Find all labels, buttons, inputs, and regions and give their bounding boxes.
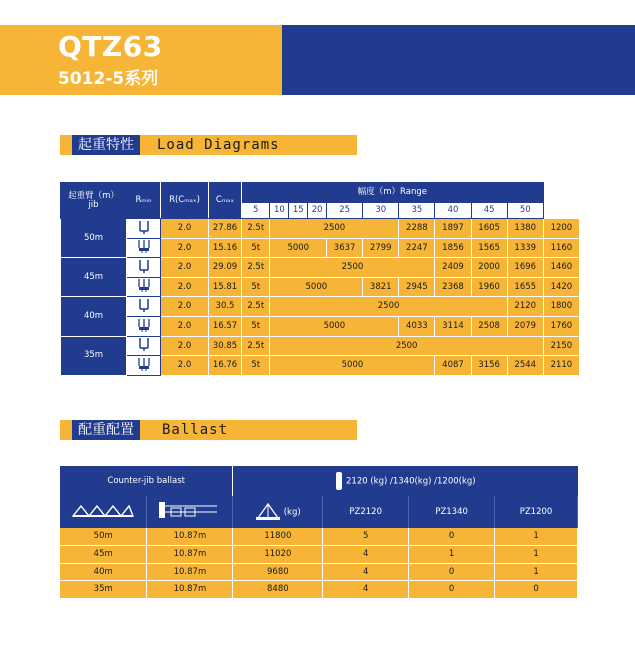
load-value: 2409 — [435, 258, 471, 278]
range-15: 15 — [289, 203, 308, 219]
span-load: 2500 — [270, 336, 543, 356]
hook-icon-cell — [127, 258, 161, 278]
load-row — [61, 258, 580, 278]
load-value: 1460 — [543, 258, 579, 278]
load-value: 1800 — [543, 297, 579, 317]
load-value: 1655 — [507, 277, 543, 297]
load-value: 2544 — [507, 356, 543, 376]
range-20: 20 — [308, 203, 327, 219]
ballast-row — [60, 563, 578, 581]
span-load: 2500 — [270, 297, 507, 317]
load-value: 3637 — [327, 238, 363, 258]
rcmax-value: 16.76 — [209, 356, 242, 376]
single-hook-icon — [137, 298, 151, 313]
rcmax-value: 30.85 — [209, 336, 242, 356]
span-load: 5000 — [270, 316, 399, 336]
rcmax-value: 27.86 — [209, 219, 242, 239]
load-row — [61, 297, 580, 317]
load-value: 1856 — [435, 238, 471, 258]
load-row — [61, 277, 580, 297]
ballast-c: 1 — [495, 546, 578, 564]
ballast-jib: 45m — [60, 546, 147, 564]
load-value: 1380 — [507, 219, 543, 239]
load-value: 1565 — [471, 238, 507, 258]
load-value: 2120 — [507, 297, 543, 317]
range-45: 45 — [471, 203, 507, 219]
load-section-title-en: Load Diagrams — [157, 137, 280, 153]
load-value: 1200 — [543, 219, 579, 239]
ballast-kg: 11800 — [233, 528, 323, 546]
load-value: 2110 — [543, 356, 579, 376]
double-hook-icon — [137, 357, 151, 372]
range-10: 10 — [270, 203, 289, 219]
rmin-value: 2.0 — [161, 316, 209, 336]
single-hook-icon — [137, 220, 151, 235]
jib-truss-icon-cell — [60, 496, 147, 528]
cmax-header: Cₘₐₓ — [209, 183, 242, 219]
hook-icon-cell — [127, 277, 161, 297]
ballast-a: 4 — [323, 563, 409, 581]
load-row — [61, 356, 580, 376]
load-value: 1339 — [507, 238, 543, 258]
hook-icon-cell — [127, 238, 161, 258]
ballast-a: 4 — [323, 546, 409, 564]
ballast-jib: 50m — [60, 528, 147, 546]
hook-icon-cell — [127, 297, 161, 317]
load-value: 3156 — [471, 356, 507, 376]
load-row — [61, 336, 580, 356]
load-value: 1420 — [543, 277, 579, 297]
ballast-a: 5 — [323, 528, 409, 546]
rmin-value: 2.0 — [161, 238, 209, 258]
ballast-kg: 8480 — [233, 581, 323, 599]
ballast-b: 0 — [409, 581, 495, 599]
ballast-row — [60, 581, 578, 599]
ballast-a: 4 — [323, 581, 409, 599]
ballast-section-bar — [60, 420, 357, 440]
rmin-header: Rₘᵢₙ — [127, 183, 161, 219]
ballast-kg: 11020 — [233, 546, 323, 564]
range-25: 25 — [327, 203, 363, 219]
double-hook-icon — [137, 239, 151, 254]
kg-header: (kg) — [233, 496, 323, 528]
ballast-b: 0 — [409, 528, 495, 546]
ballast-table — [60, 466, 578, 599]
ballast-jib: 40m — [60, 563, 147, 581]
cmax-value: 2.5t — [242, 336, 270, 356]
ballast-c: 1 — [495, 528, 578, 546]
load-value: 2150 — [543, 336, 579, 356]
ballast-b: 1 — [409, 546, 495, 564]
load-value: 1960 — [471, 277, 507, 297]
load-row — [61, 219, 580, 239]
range-header: 幅度（m）Range — [242, 183, 544, 203]
ballast-row — [60, 528, 578, 546]
load-value: 2000 — [471, 258, 507, 278]
hook-icon-cell — [127, 336, 161, 356]
rmin-value: 2.0 — [161, 219, 209, 239]
range-35: 35 — [399, 203, 435, 219]
load-value: 1696 — [507, 258, 543, 278]
rcmax-value: 29.09 — [209, 258, 242, 278]
jib-length: 45m — [61, 258, 127, 297]
rcmax-value: 30.5 — [209, 297, 242, 317]
rcmax-value: 15.81 — [209, 277, 242, 297]
ballast-c: 0 — [495, 581, 578, 599]
range-5: 5 — [242, 203, 270, 219]
rmin-value: 2.0 — [161, 277, 209, 297]
span-load: 5000 — [270, 277, 363, 297]
counter-jib-header: Counter-jib ballast — [60, 466, 233, 496]
load-row — [61, 238, 580, 258]
load-section-title-cn: 起重特性 — [72, 135, 140, 155]
load-value: 4087 — [435, 356, 471, 376]
rcmax-header: R(Cₘₐₓ) — [161, 183, 209, 219]
rcmax-value: 16.57 — [209, 316, 242, 336]
jib-header: 起重臂（m） jib — [61, 183, 127, 219]
ballast-jib: 35m — [60, 581, 147, 599]
ballast-len: 10.87m — [147, 581, 233, 599]
ballast-len: 10.87m — [147, 528, 233, 546]
span-load: 5000 — [270, 238, 327, 258]
rmin-value: 2.0 — [161, 356, 209, 376]
load-value: 3114 — [435, 316, 471, 336]
range-40: 40 — [435, 203, 471, 219]
ballast-row — [60, 546, 578, 564]
rcmax-value: 15.16 — [209, 238, 242, 258]
load-value: 4033 — [399, 316, 435, 336]
load-value: 2368 — [435, 277, 471, 297]
jib-truss-icon — [71, 504, 135, 518]
double-hook-icon — [137, 278, 151, 293]
cmax-value: 2.5t — [242, 258, 270, 278]
single-hook-icon — [137, 259, 151, 274]
jib-length: 35m — [61, 336, 127, 375]
load-value: 1760 — [543, 316, 579, 336]
ballast-len: 10.87m — [147, 563, 233, 581]
col-pz1200: PZ1200 — [495, 496, 578, 528]
rmin-value: 2.0 — [161, 297, 209, 317]
col-pz1340: PZ1340 — [409, 496, 495, 528]
ballast-kg: 9680 — [233, 563, 323, 581]
cmax-value: 5t — [242, 356, 270, 376]
load-value: 1160 — [543, 238, 579, 258]
load-value: 1605 — [471, 219, 507, 239]
model-title: QTZ63 — [58, 30, 163, 63]
load-table — [60, 182, 580, 376]
ballast-section-title-cn: 配重配置 — [72, 420, 140, 440]
load-value: 2288 — [399, 219, 435, 239]
hook-icon-cell — [127, 356, 161, 376]
cmax-value: 5t — [242, 238, 270, 258]
load-value: 1897 — [435, 219, 471, 239]
cmax-value: 5t — [242, 316, 270, 336]
span-load: 2500 — [270, 258, 435, 278]
rmin-value: 2.0 — [161, 336, 209, 356]
load-section-bar — [60, 135, 357, 155]
hook-weight-icon — [255, 502, 281, 522]
cmax-value: 2.5t — [242, 297, 270, 317]
ballast-len: 10.87m — [147, 546, 233, 564]
load-value: 2945 — [399, 277, 435, 297]
jib-length: 50m — [61, 219, 127, 258]
ballast-section-title-en: Ballast — [162, 422, 229, 438]
load-row — [61, 316, 580, 336]
col-pz2120: PZ2120 — [323, 496, 409, 528]
cmax-value: 2.5t — [242, 219, 270, 239]
series-title: 5012-5系列 — [58, 69, 159, 89]
cmax-value: 5t — [242, 277, 270, 297]
hook-icon-cell — [127, 316, 161, 336]
ballast-caption: 2120 (kg) /1340(kg) /1200(kg) — [233, 466, 578, 496]
range-30: 30 — [363, 203, 399, 219]
ballast-block-icon — [335, 470, 343, 492]
range-50: 50 — [507, 203, 543, 219]
counter-jib-icon-cell — [147, 496, 233, 528]
ballast-c: 1 — [495, 563, 578, 581]
header-band-blue — [282, 25, 635, 95]
jib-length: 40m — [61, 297, 127, 336]
load-value: 2079 — [507, 316, 543, 336]
load-value: 2508 — [471, 316, 507, 336]
double-hook-icon — [137, 318, 151, 333]
hook-icon-cell — [127, 219, 161, 239]
load-value: 2247 — [399, 238, 435, 258]
counter-jib-icon — [157, 500, 223, 522]
ballast-b: 0 — [409, 563, 495, 581]
rmin-value: 2.0 — [161, 258, 209, 278]
span-load: 5000 — [270, 356, 435, 376]
load-value: 2799 — [363, 238, 399, 258]
single-hook-icon — [137, 337, 151, 352]
load-value: 3821 — [363, 277, 399, 297]
span-load: 2500 — [270, 219, 399, 239]
